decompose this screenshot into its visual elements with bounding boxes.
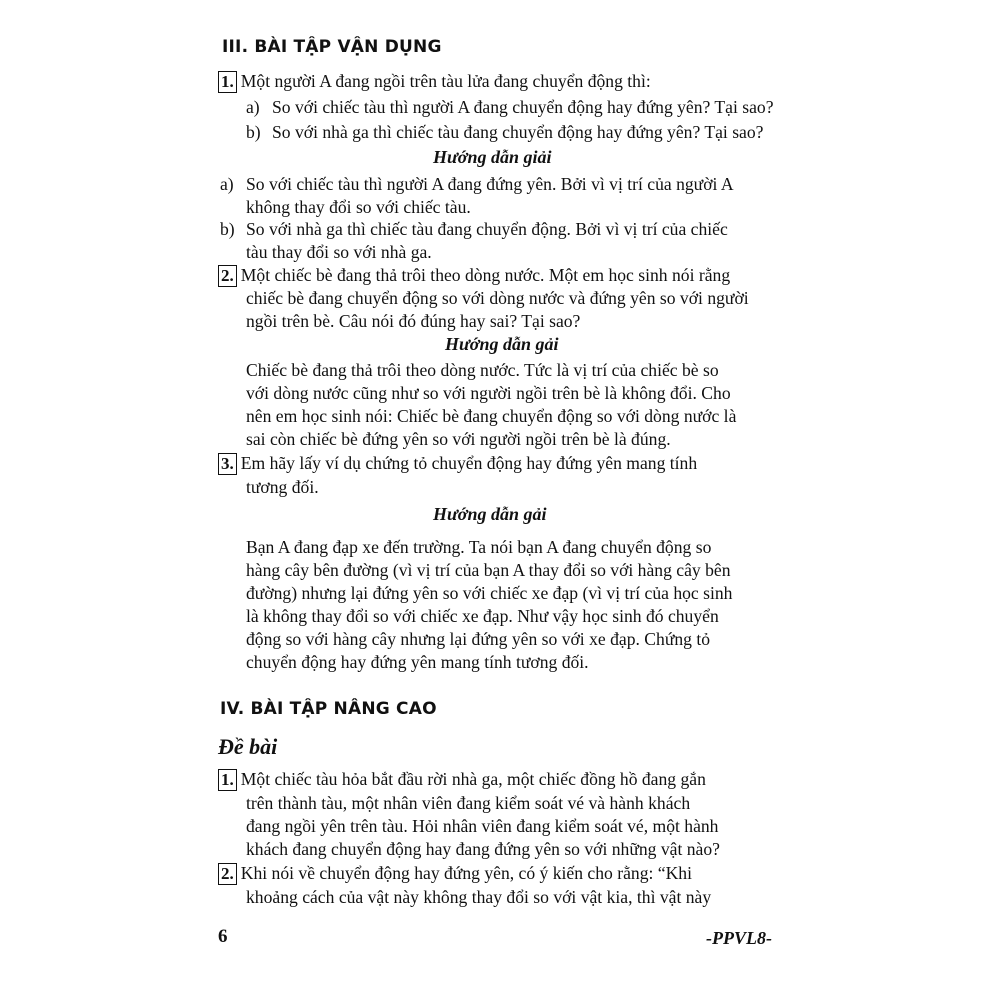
- exercise-number: 1.: [218, 769, 237, 791]
- guide-heading: Hướng dẫn gải: [433, 504, 547, 524]
- exercise-1-part-a: a) So với chiếc tàu thì người A đang chuyển động hay đứng yên? Tại sao?: [246, 97, 774, 117]
- answer-1b: b) So với nhà ga thì chiếc tàu đang chuyển động. Bởi vì vị trí của chiếc: [220, 219, 728, 239]
- answer-3-line: hàng cây bên đường (vì vị trí của bạn A thay đổi so với hàng cây bên: [246, 560, 731, 580]
- exercise-number: 2.: [218, 863, 237, 885]
- section-4-subtitle: Đề bài: [218, 734, 278, 759]
- section-4-title: IV. BÀI TẬP NÂNG CAO: [220, 699, 437, 719]
- answer-3-line: chuyển động hay đứng yên mang tính tương đối.: [246, 652, 589, 672]
- exercise-number: 3.: [218, 453, 237, 475]
- section-3-title: III. BÀI TẬP VẬN DỤNG: [222, 37, 442, 57]
- advanced-1-line: đang ngồi yên trên tàu. Hỏi nhân viên đang kiểm soát vé, một hành: [246, 816, 719, 836]
- answer-3-line: Bạn A đang đạp xe đến trường. Ta nói bạn A đang chuyển động so: [246, 537, 712, 557]
- answer-1a-cont: không thay đổi so với chiếc tàu.: [246, 197, 471, 217]
- advanced-2-line: khoảng cách của vật này không thay đổi so với vật kia, thì vật này: [246, 887, 712, 907]
- exercise-number: 1.: [218, 71, 237, 93]
- advanced-1-question: 1. Một chiếc tàu hỏa bắt đầu rời nhà ga, một chiếc đồng hồ đang gắn: [218, 768, 706, 791]
- guide-heading: Hướng dẫn gải: [445, 334, 559, 354]
- advanced-1-line: khách đang chuyển động hay đang đứng yên so với những vật nào?: [246, 839, 720, 859]
- answer-3-line: đường) nhưng lại đứng yên so với chiếc xe đạp (vì vị trí của học sinh: [246, 583, 733, 603]
- exercise-1-question: 1. Một người A đang ngồi trên tàu lửa đang chuyển động thì:: [218, 70, 651, 93]
- footer-code: -PPVL8-: [706, 928, 772, 948]
- exercise-2-line: ngồi trên bè. Câu nói đó đúng hay sai? Tại sao?: [246, 311, 581, 331]
- exercise-2-line: chiếc bè đang chuyển động so với dòng nước và đứng yên so với người: [246, 288, 749, 308]
- exercise-2-question: 2. Một chiếc bè đang thả trôi theo dòng nước. Một em học sinh nói rằng: [218, 264, 730, 287]
- exercise-number: 2.: [218, 265, 237, 287]
- answer-2-line: Chiếc bè đang thả trôi theo dòng nước. Tức là vị trí của chiếc bè so: [246, 360, 719, 380]
- advanced-1-line: trên thành tàu, một nhân viên đang kiểm soát vé và hành khách: [246, 793, 691, 813]
- advanced-2-question: 2. Khi nói về chuyển động hay đứng yên, có ý kiến cho rằng: “Khi: [218, 862, 692, 885]
- page-number: 6: [218, 926, 228, 947]
- answer-2-line: sai còn chiếc bè đứng yên so với người ngồi trên bè là đúng.: [246, 429, 671, 449]
- exercise-3-question: 3. Em hãy lấy ví dụ chứng tỏ chuyển động hay đứng yên mang tính: [218, 452, 697, 475]
- answer-2-line: nên em học sinh nói: Chiếc bè đang chuyển động so với dòng nước là: [246, 406, 737, 426]
- guide-heading: Hướng dẫn giải: [433, 147, 552, 167]
- answer-1b-cont: tàu thay đổi so với nhà ga.: [246, 242, 432, 262]
- answer-3-line: là không thay đổi so với chiếc xe đạp. Như vậy học sinh đó chuyển: [246, 606, 719, 626]
- exercise-3-line: tương đối.: [246, 477, 319, 497]
- answer-1a: a) So với chiếc tàu thì người A đang đứng yên. Bởi vì vị trí của người A: [220, 174, 734, 194]
- answer-2-line: với dòng nước cũng như so với người ngồi trên bè là không đổi. Cho: [246, 383, 731, 403]
- answer-3-line: động so với hàng cây nhưng lại đứng yên so với xe đạp. Chứng tỏ: [246, 629, 711, 649]
- exercise-1-part-b: b) So với nhà ga thì chiếc tàu đang chuyển động hay đứng yên? Tại sao?: [246, 122, 764, 142]
